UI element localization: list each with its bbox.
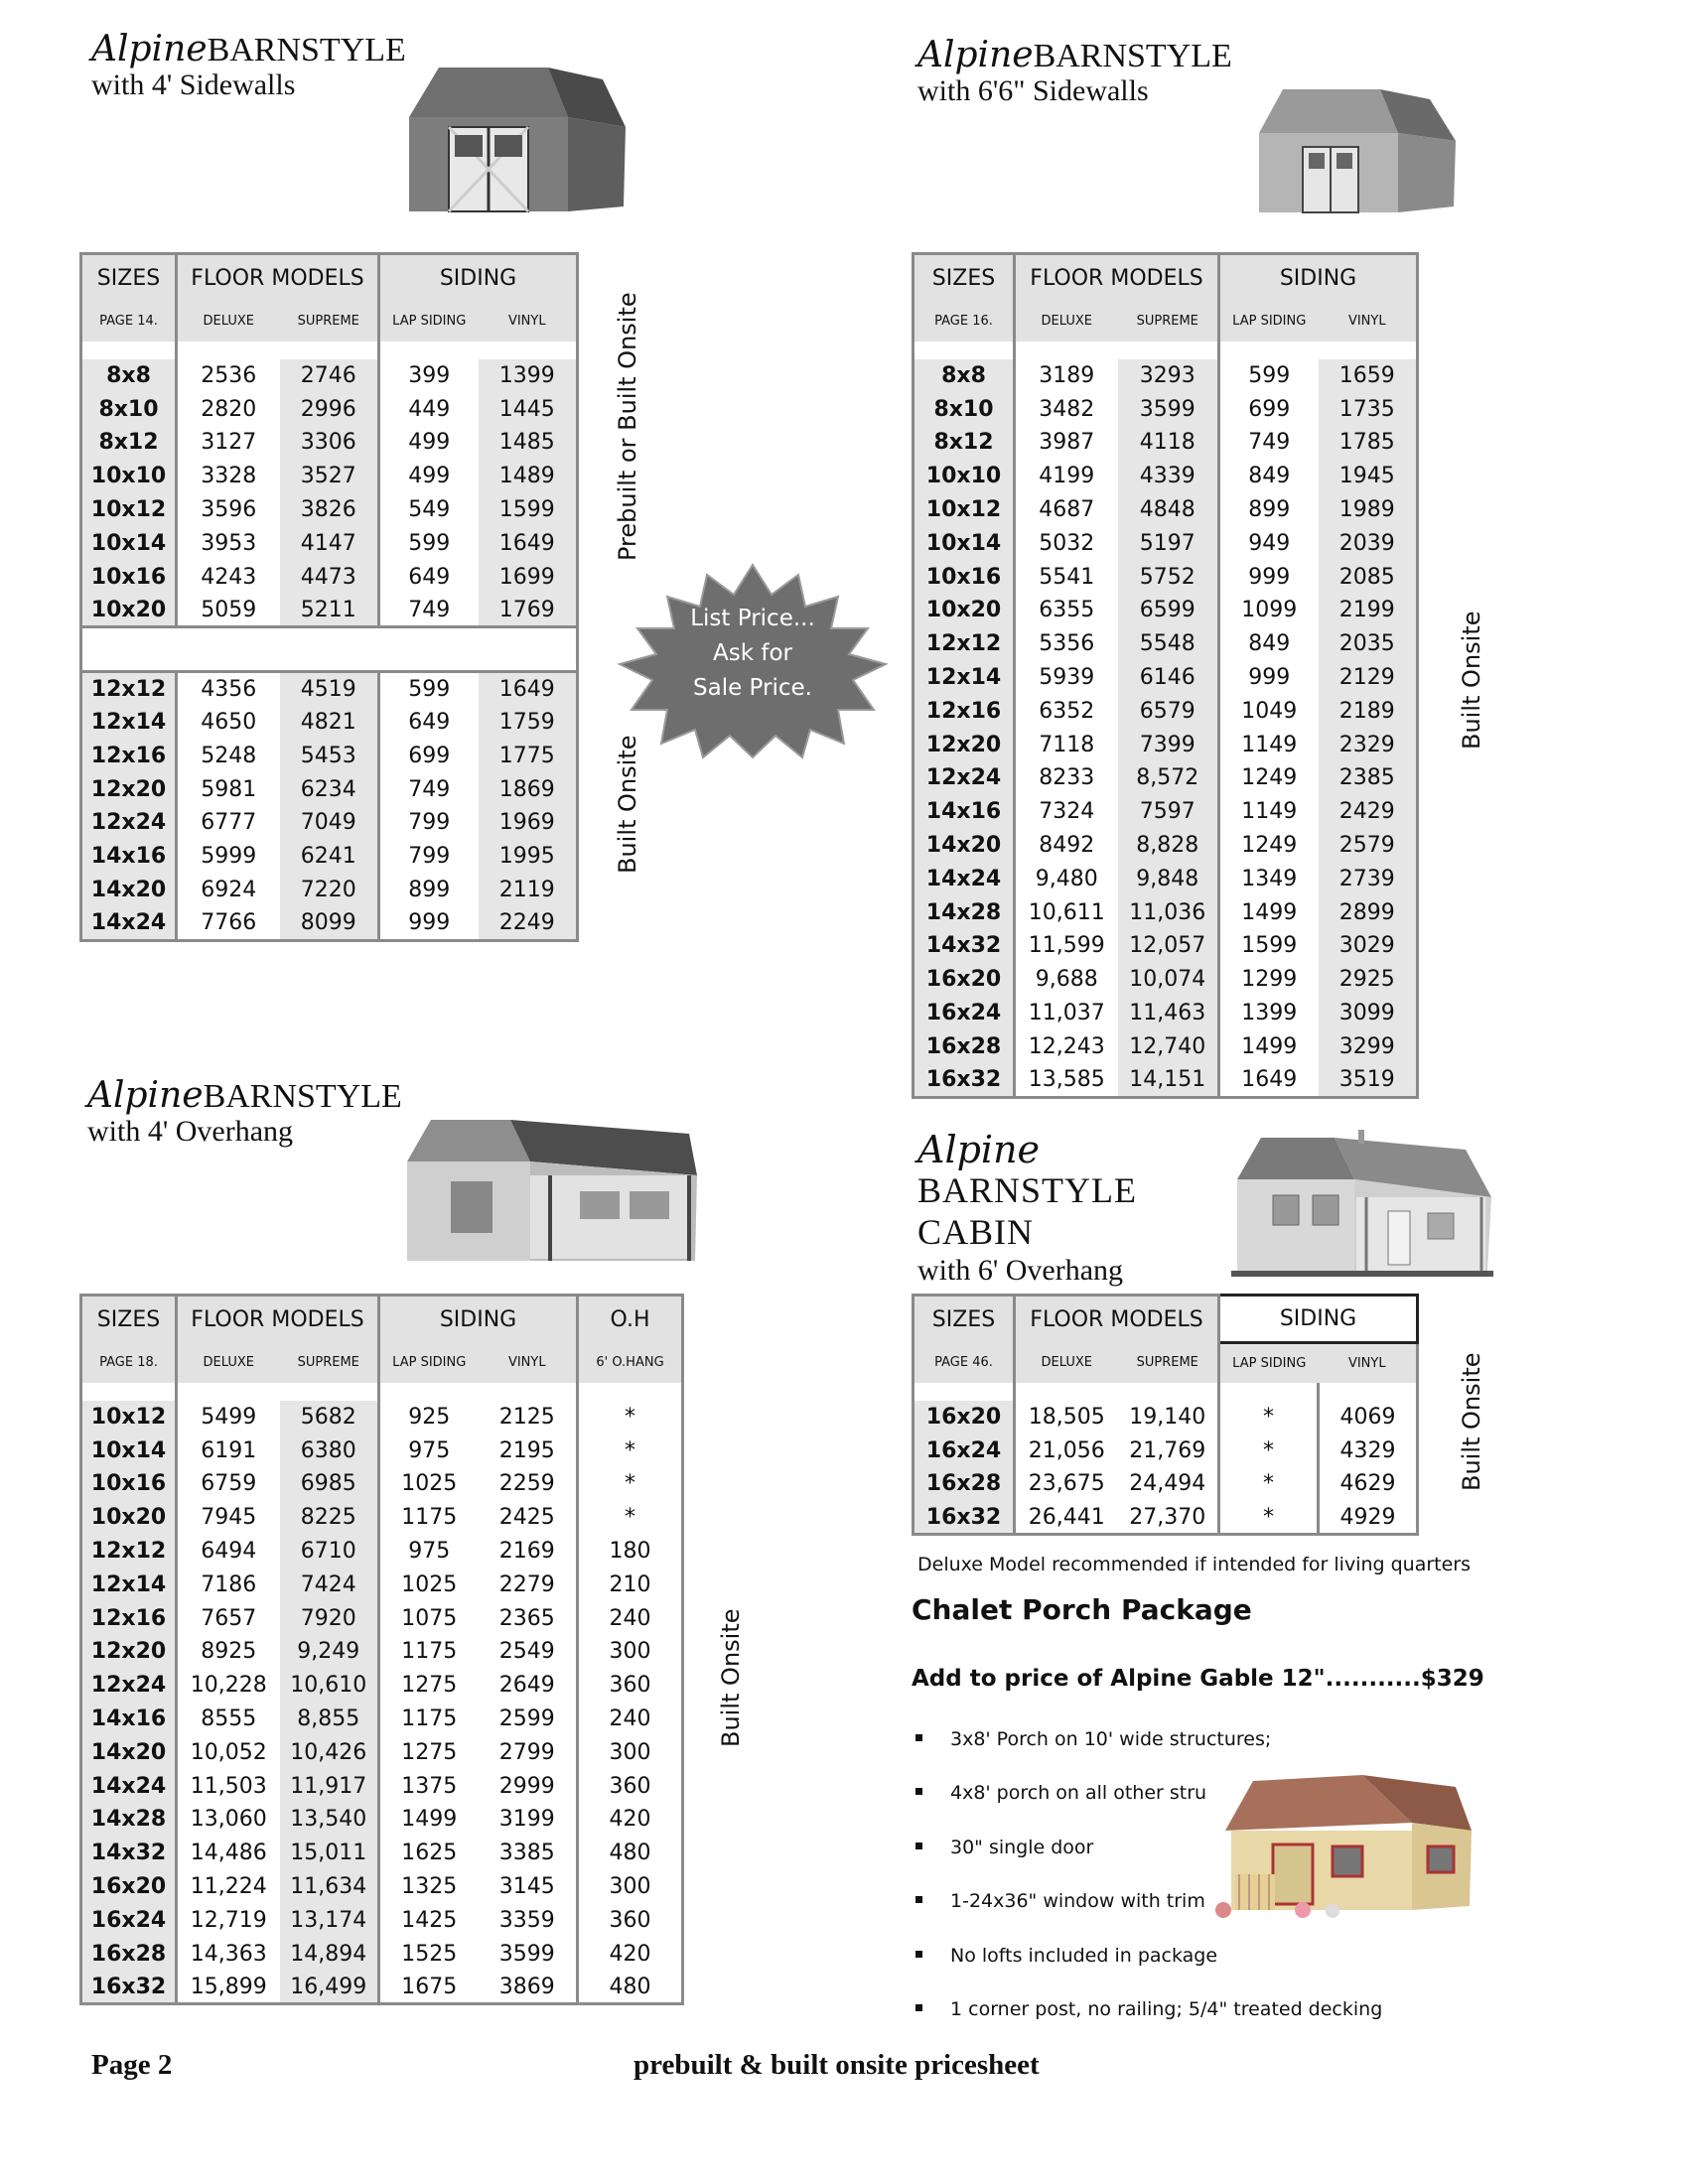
table-row: 12x16 5248 5453 699 1775 — [81, 739, 578, 772]
table-row: 14x20 8492 8,828 1249 2579 — [914, 829, 1418, 863]
list-item: No lofts included in package — [915, 1944, 1382, 1997]
cabin-subtitle: with 6' Overhang — [917, 1254, 1124, 1287]
table-row: 10x10 3328 3527 499 1489 — [81, 460, 578, 493]
cabin-note: Deluxe Model recommended if intended for living quarters — [917, 1554, 1472, 1575]
col-header-siding: SIDING — [379, 1296, 578, 1343]
table-row: 8x10 2820 2996 449 1445 — [81, 392, 578, 426]
table-row: 12x14 4650 4821 649 1759 — [81, 706, 578, 740]
subheader-deluxe: DELUXE — [1015, 302, 1118, 341]
label-built-onsite-overhang: Built Onsite — [717, 1608, 745, 1747]
subheader-supreme: SUPREME — [1118, 302, 1219, 341]
subheader-vinyl: VINYL — [479, 1343, 578, 1383]
col-header-floor-models: FLOOR MODELS — [1015, 1296, 1219, 1343]
table-row: 10x20 7945 8225 1175 2425 * — [81, 1501, 683, 1535]
gambrel-barn-illustration — [1253, 81, 1462, 216]
subheader-deluxe: DELUXE — [1015, 1343, 1118, 1383]
table-row: 16x24 11,037 11,463 1399 3099 — [914, 997, 1418, 1030]
subheader-vinyl: VINYL — [1319, 302, 1418, 341]
subheader-lap-siding: LAP SIDING — [1219, 1343, 1319, 1383]
page-ref: PAGE 46. — [914, 1343, 1015, 1383]
subheader-supreme: SUPREME — [280, 1343, 379, 1383]
overhang-subtitle: with 4' Overhang — [87, 1115, 294, 1148]
subheader-vinyl: VINYL — [1319, 1343, 1418, 1383]
burst-line-1: List Price... — [690, 606, 815, 631]
table-row: 8x8 2536 2746 399 1399 — [81, 359, 578, 393]
cabin-illustration — [1217, 1126, 1505, 1285]
col-header-floor-models: FLOOR MODELS — [1015, 254, 1219, 302]
col-header-floor-models: FLOOR MODELS — [177, 1296, 379, 1343]
table-row: 14x24 9,480 9,848 1349 2739 — [914, 862, 1418, 895]
table-row: 14x24 11,503 11,917 1375 2999 360 — [81, 1769, 683, 1803]
col-header-siding: SIDING — [379, 254, 578, 302]
label-built-onsite-cabin: Built Onsite — [1458, 1352, 1485, 1491]
table-row: 10x12 5499 5682 925 2125 * — [81, 1401, 683, 1434]
table-row: 10x20 5059 5211 749 1769 — [81, 594, 578, 627]
cabin-title-script: Alpine — [917, 1128, 1041, 1171]
table-row: 12x24 8233 8,572 1249 2385 — [914, 761, 1418, 795]
list-item: 1-24x36" window with trim — [915, 1889, 1382, 1943]
col-header-overhang: O.H — [578, 1296, 683, 1343]
label-built-onsite-barn4: Built Onsite — [614, 735, 641, 874]
table-row: 10x14 6191 6380 975 2195 * — [81, 1433, 683, 1467]
table-row: 12x20 7118 7399 1149 2329 — [914, 728, 1418, 761]
footer-title: prebuilt & built onsite pricesheet — [633, 2049, 1040, 2081]
overhang-title — [87, 1075, 402, 1149]
barn4-title-script: Alpine — [91, 29, 208, 69]
table-row: 14x16 8555 8,855 1175 2599 240 — [81, 1703, 683, 1736]
cabin-title-line1: BARNSTYLE — [917, 1170, 1138, 1210]
overhang-barn-illustration — [401, 1116, 699, 1265]
col-header-sizes: SIZES — [81, 1296, 177, 1343]
table-row: 16x28 14,363 14,894 1525 3599 420 — [81, 1937, 683, 1971]
table-row: 14x24 7766 8099 999 2249 — [81, 906, 578, 940]
page-ref: PAGE 16. — [914, 302, 1015, 341]
table-row: 10x14 3953 4147 599 1649 — [81, 526, 578, 560]
table-row: 16x32 13,585 14,151 1649 3519 — [914, 1063, 1418, 1097]
sale-starburst-text — [614, 602, 892, 706]
subheader-vinyl: VINYL — [479, 302, 578, 341]
subheader-deluxe: DELUXE — [177, 1343, 280, 1383]
table-row: 8x12 3987 4118 749 1785 — [914, 426, 1418, 460]
table-row: 16x28 23,675 24,494 * 4629 — [914, 1467, 1418, 1501]
list-item: 30" single door — [915, 1836, 1382, 1889]
table-row: 10x20 6355 6599 1099 2199 — [914, 594, 1418, 627]
overhang-price-table — [79, 1294, 684, 2005]
cabin-price-table — [912, 1294, 1419, 1536]
table-row: 12x16 6352 6579 1049 2189 — [914, 694, 1418, 728]
table-row: 16x20 9,688 10,074 1299 2925 — [914, 963, 1418, 997]
page-ref: PAGE 14. — [81, 302, 177, 341]
table-row: 16x24 12,719 13,174 1425 3359 360 — [81, 1903, 683, 1937]
col-header-sizes: SIZES — [914, 254, 1015, 302]
list-item: 4x8' porch on all other stru — [915, 1781, 1382, 1835]
table-row: 10x14 5032 5197 949 2039 — [914, 526, 1418, 560]
table-row: 16x32 26,441 27,370 * 4929 — [914, 1501, 1418, 1535]
barn66-title-script: Alpine — [917, 35, 1034, 75]
table-row: 14x20 10,052 10,426 1275 2799 300 — [81, 1735, 683, 1769]
table-row: 8x8 3189 3293 599 1659 — [914, 359, 1418, 393]
table-row: 12x20 5981 6234 749 1869 — [81, 772, 578, 806]
barn66-subtitle: with 6'6" Sidewalls — [917, 74, 1149, 107]
table-row: 14x20 6924 7220 899 2119 — [81, 874, 578, 907]
table-row: 14x28 13,060 13,540 1499 3199 420 — [81, 1803, 683, 1837]
table-row: 16x32 15,899 16,499 1675 3869 480 — [81, 1971, 683, 2004]
table-row: 10x16 4243 4473 649 1699 — [81, 560, 578, 594]
subheader-lap-siding: LAP SIDING — [1219, 302, 1319, 341]
table-separator — [81, 627, 578, 672]
burst-line-2: Ask for — [713, 640, 792, 666]
cabin-title — [917, 1130, 1137, 1289]
overhang-title-script: Alpine — [87, 1075, 204, 1116]
table-row: 10x16 6759 6985 1025 2259 * — [81, 1467, 683, 1501]
barn66-title — [917, 35, 1232, 108]
table-row: 8x10 3482 3599 699 1735 — [914, 392, 1418, 426]
table-row: 14x28 10,611 11,036 1499 2899 — [914, 895, 1418, 929]
label-prebuilt-or-built-onsite: Prebuilt or Built Onsite — [614, 292, 641, 561]
barn66-price-table — [912, 252, 1419, 1099]
subheader-lap-siding: LAP SIDING — [379, 302, 479, 341]
table-row: 12x14 5939 6146 999 2129 — [914, 661, 1418, 695]
cabin-title-line2: CABIN — [917, 1212, 1035, 1252]
subheader-supreme: SUPREME — [280, 302, 379, 341]
chalet-add-price: Add to price of Alpine Gable 12"...........$329 — [912, 1666, 1484, 1692]
col-header-sizes: SIZES — [81, 254, 177, 302]
table-row: 10x10 4199 4339 849 1945 — [914, 460, 1418, 493]
gambrel-barn-illustration — [399, 58, 630, 218]
table-row: 14x16 7324 7597 1149 2429 — [914, 795, 1418, 829]
col-header-siding: SIDING — [1219, 254, 1418, 302]
footer-page-number: Page 2 — [91, 2049, 173, 2081]
table-row: 10x12 3596 3826 549 1599 — [81, 493, 578, 527]
table-row: 10x12 4687 4848 899 1989 — [914, 493, 1418, 527]
barn4-title-main: BARNSTYLE — [207, 32, 406, 68]
overhang-title-main: BARNSTYLE — [203, 1078, 402, 1115]
table-row: 14x16 5999 6241 799 1995 — [81, 840, 578, 874]
table-row: 12x24 6777 7049 799 1969 — [81, 806, 578, 840]
table-row: 14x32 14,486 15,011 1625 3385 480 — [81, 1837, 683, 1870]
table-row: 16x28 12,243 12,740 1499 3299 — [914, 1029, 1418, 1063]
table-row: 10x16 5541 5752 999 2085 — [914, 560, 1418, 594]
table-row: 16x20 11,224 11,634 1325 3145 300 — [81, 1870, 683, 1904]
table-row: 12x14 7186 7424 1025 2279 210 — [81, 1568, 683, 1601]
table-row: 12x12 6494 6710 975 2169 180 — [81, 1535, 683, 1569]
chalet-shed-illustration — [1213, 1767, 1474, 1918]
table-row: 12x24 10,228 10,610 1275 2649 360 — [81, 1669, 683, 1703]
table-row: 12x16 7657 7920 1075 2365 240 — [81, 1601, 683, 1635]
subheader-lap-siding: LAP SIDING — [379, 1343, 479, 1383]
table-row: 16x24 21,056 21,769 * 4329 — [914, 1433, 1418, 1467]
chalet-title: Chalet Porch Package — [912, 1593, 1252, 1626]
table-row: 12x12 5356 5548 849 2035 — [914, 627, 1418, 661]
list-item: 1 corner post, no railing; 5/4" treated decking — [915, 1997, 1382, 2051]
burst-line-3: Sale Price. — [693, 675, 812, 701]
table-row: 16x20 18,505 19,140 * 4069 — [914, 1401, 1418, 1434]
barn4-subtitle: with 4' Sidewalls — [91, 68, 296, 101]
table-row: 12x20 8925 9,249 1175 2549 300 — [81, 1635, 683, 1669]
subheader-deluxe: DELUXE — [177, 302, 280, 341]
subheader-6-overhang: 6' O.HANG — [578, 1343, 683, 1383]
page-ref: PAGE 18. — [81, 1343, 177, 1383]
table-row: 14x32 11,599 12,057 1599 3029 — [914, 929, 1418, 963]
barn66-title-main: BARNSTYLE — [1033, 38, 1232, 74]
col-header-floor-models: FLOOR MODELS — [177, 254, 379, 302]
table-row: 8x12 3127 3306 499 1485 — [81, 426, 578, 460]
barn4-title — [91, 29, 406, 102]
barn4-price-table — [79, 252, 579, 942]
label-built-onsite-barn66: Built Onsite — [1458, 611, 1485, 750]
col-header-siding: SIDING — [1219, 1296, 1418, 1343]
col-header-sizes: SIZES — [914, 1296, 1015, 1343]
table-row: 12x12 4356 4519 599 1649 — [81, 672, 578, 706]
list-item: 3x8' Porch on 10' wide structures; — [915, 1727, 1382, 1781]
subheader-supreme: SUPREME — [1118, 1343, 1219, 1383]
